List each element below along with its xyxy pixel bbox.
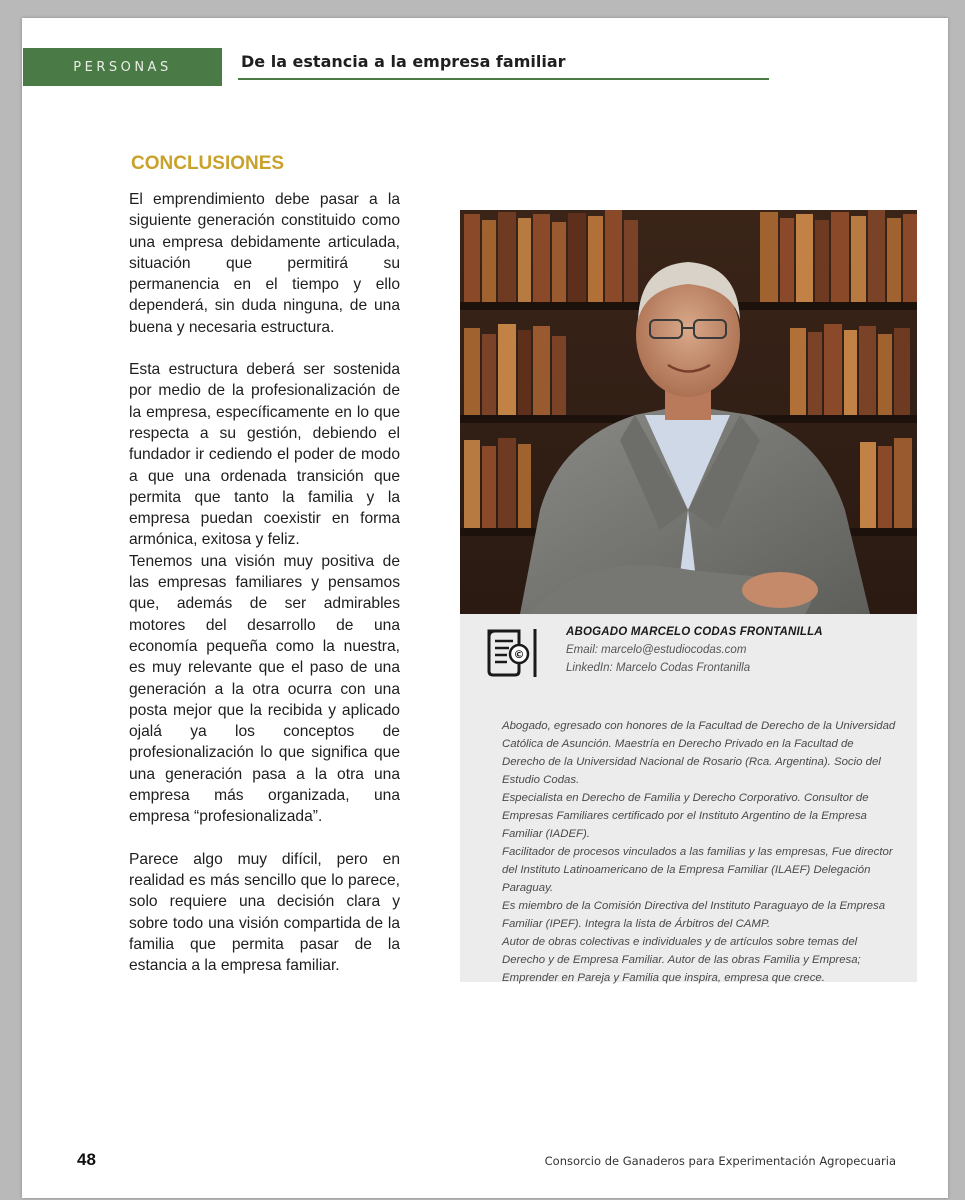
author-bio-text: [502, 717, 898, 987]
svg-text:©: ©: [513, 648, 525, 661]
author-email: Email: marcelo@estudiocodas.com: [566, 644, 747, 656]
article-header-title: De la estancia a la empresa familiar: [241, 52, 566, 71]
bio-paragraph: Facilitador de procesos vinculados a las familias y las empresas, Fue director del Instituto Latinoamericano de la Empresa Familiar (ILAEF) Delegación Paraguay.: [502, 846, 893, 894]
author-name: ABOGADO MARCELO CODAS FRONTANILLA: [566, 626, 823, 638]
bio-paragraph: Autor de obras colectivas e individuales y de artículos sobre temas del Derecho y de Empresa Familiar. Autor de las obras Familia y Empresa; Emprender en Pareja y Familia que inspira, empresa que crece.: [502, 936, 861, 984]
article-paragraph: Esta estructura deberá ser sostenida por medio de la profesionalización de la empresa, específicamente en lo que respecta a su gestión, debiendo el fundador ir cediendo el poder de modo a que una ordenada transición que permita que tanto la familia y la empresa puedan coexistir en forma armónica, exitosa y feliz.: [129, 361, 400, 549]
author-linkedin: LinkedIn: Marcelo Codas Frontanilla: [566, 662, 751, 674]
article-paragraph: El emprendimiento debe pasar a la siguiente generación constituido como una empresa debidamente articulada, situación que permitirá su permanencia en el tiempo y ello dependerá, sin duda ninguna, de una buena y necesaria estructura.: [129, 191, 400, 336]
article-paragraph: Parece algo muy difícil, pero en realidad es más sencillo que lo parece, solo requiere una decisión clara y sobre todo una visión compartida de la familia que permita pasar de la estancia a la empresa familiar.: [129, 850, 400, 975]
section-tag: PERSONAS: [23, 48, 222, 86]
author-portrait-photo: [460, 210, 917, 614]
bio-paragraph: Es miembro de la Comisión Directiva del Instituto Paraguayo de la Empresa Familiar (IPEF). Integra la lista de Árbitros del CAMP.: [502, 900, 886, 930]
bio-paragraph: Abogado, egresado con honores de la Facultad de Derecho de la Universidad Católica de Asunción. Maestría en Derecho Privado en la Facultad de Derecho de la Universidad Nacional de Rosario (Rca. Argentina). Socio del Estudio Codas.: [502, 720, 896, 786]
article-body: [129, 189, 400, 976]
page-number: 48: [77, 1150, 96, 1169]
legal-document-icon: [485, 627, 541, 679]
footer-publisher: Consorcio de Ganaderos para Experimentación Agropecuaria: [544, 1154, 896, 1168]
magazine-page: [22, 18, 948, 1198]
portrait-illustration: [460, 210, 917, 614]
conclusions-heading: CONCLUSIONES: [131, 153, 285, 174]
bio-paragraph: Especialista en Derecho de Familia y Derecho Corporativo. Consultor de Empresas Familiares certificado por el Instituto Argentino de la Empresa Familiar (IADEF).: [502, 792, 869, 840]
author-bio-box: [460, 614, 917, 982]
article-paragraph: Tenemos una visión muy positiva de las empresas familiares y pensamos que, además de ser admirables motores del desarrollo de una economía pequeña como la nuestra, es muy relevante que el paso de una generación a la otra ocurra con una posta mejor que la recibida y aplicado ojalá ya los conceptos de profesionalización lo que significa que una generación pasa a la otra una empresa más organizada, una empresa “profesionalizada”.: [129, 552, 400, 826]
header-divider: [238, 78, 769, 80]
